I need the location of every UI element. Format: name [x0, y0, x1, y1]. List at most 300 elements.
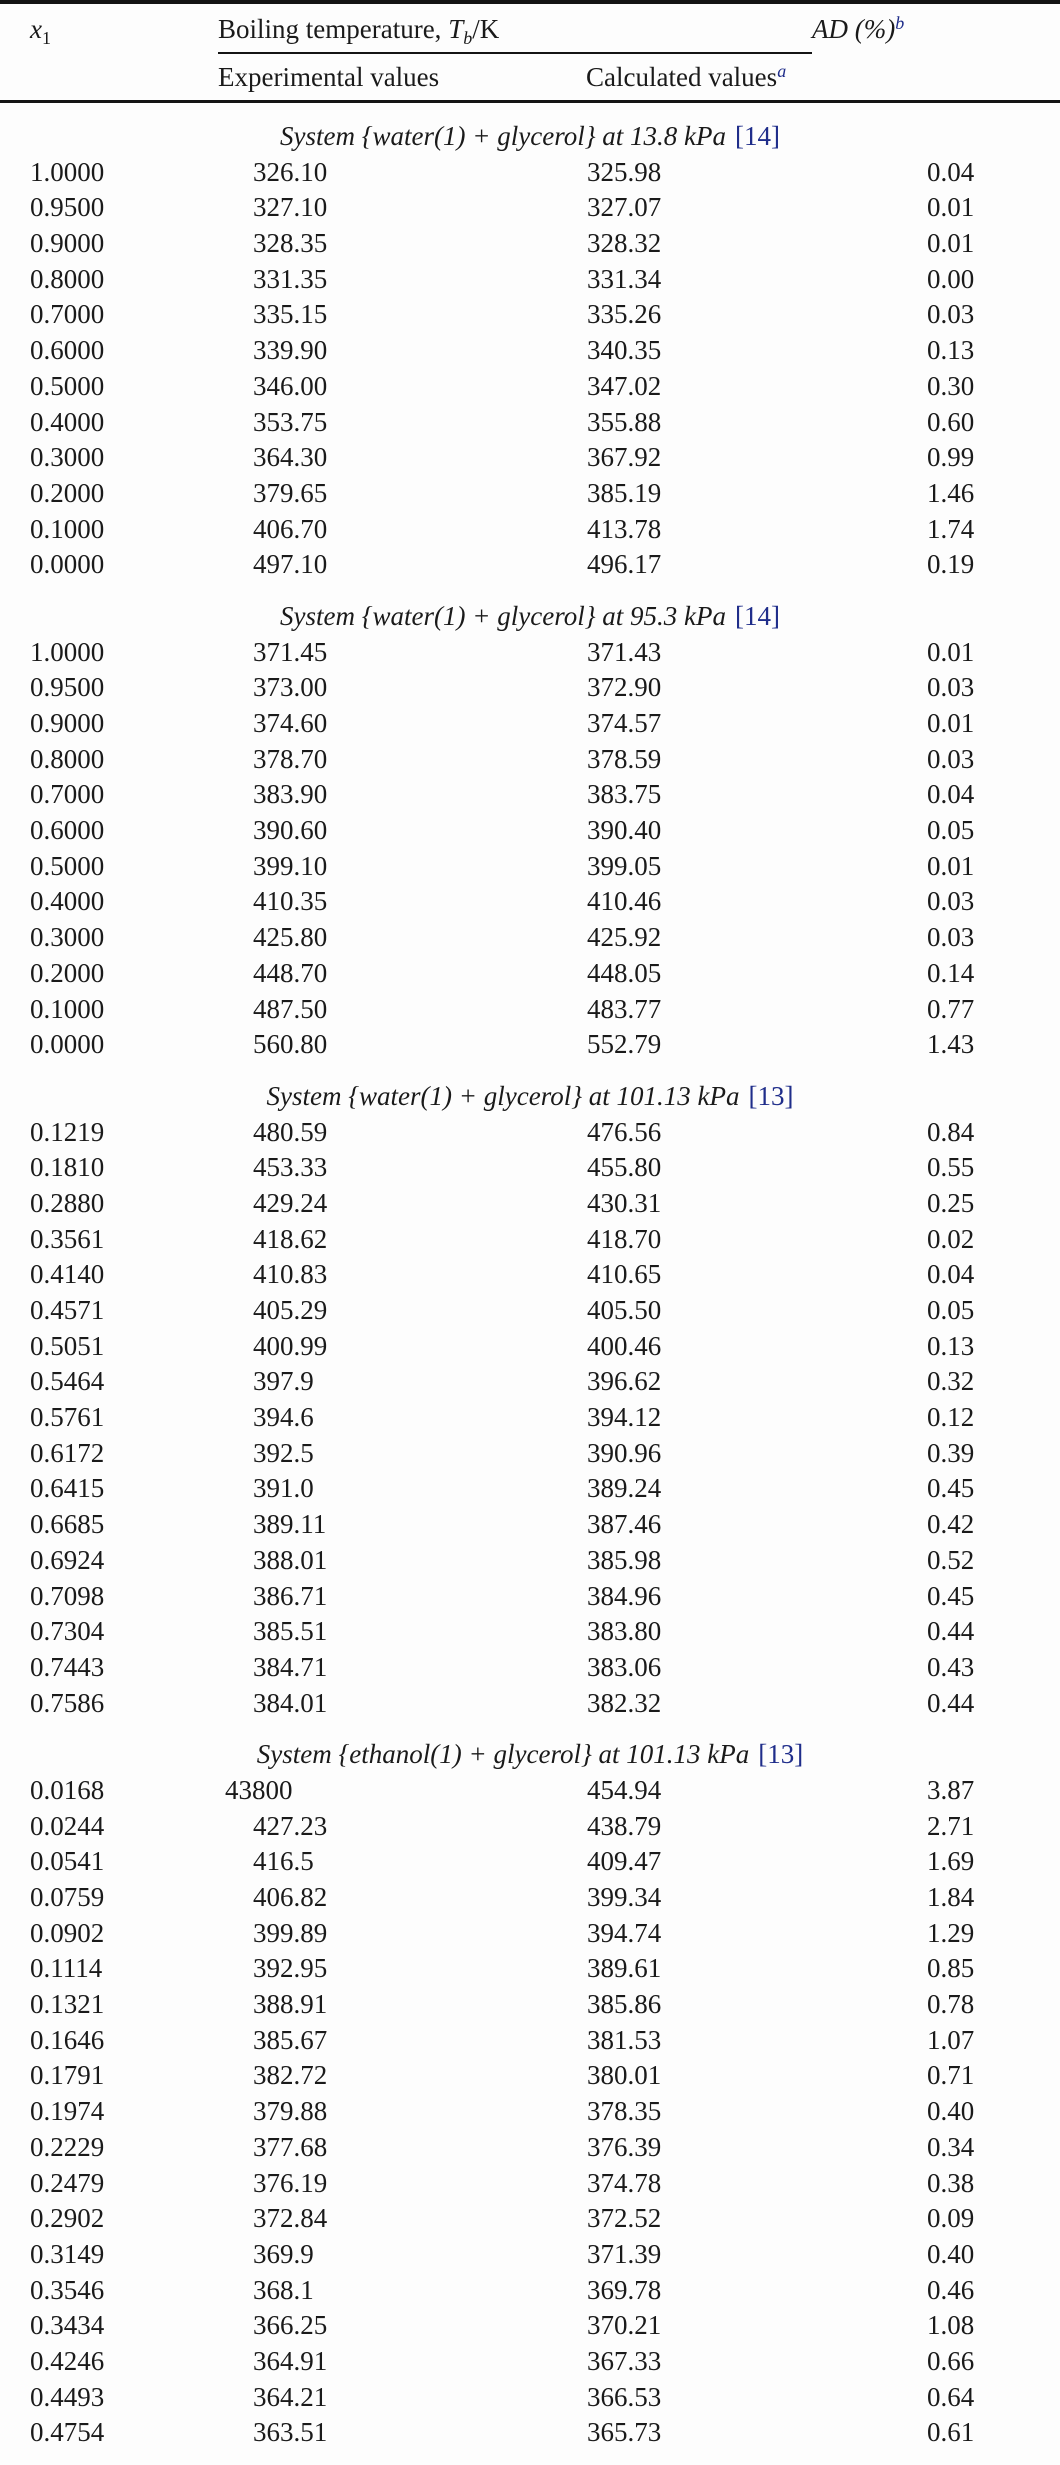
cell-ad: 0.84 — [927, 1116, 975, 1147]
cell-ad: 1.74 — [927, 513, 975, 544]
cell-ad: 0.12 — [927, 1402, 975, 1433]
cell-x1: 0.4000 — [30, 406, 105, 437]
table-row — [0, 476, 1060, 512]
cell-calculated: 372.90 — [587, 672, 662, 703]
cell-ad: 0.78 — [927, 1989, 975, 2020]
cell-ad: 0.03 — [927, 743, 975, 774]
cell-x1: 0.6172 — [30, 1437, 105, 1468]
table-row — [0, 1614, 1060, 1650]
cell-x1: 0.3546 — [30, 2274, 105, 2305]
cell-calculated: 399.05 — [587, 850, 662, 881]
cell-calculated: 371.43 — [587, 636, 662, 667]
cell-x1: 0.4493 — [30, 2381, 105, 2412]
cell-x1: 0.6000 — [30, 335, 105, 366]
table-row — [0, 2058, 1060, 2094]
cell-ad: 0.55 — [927, 1152, 975, 1183]
table-row — [0, 813, 1060, 849]
table-row — [0, 369, 1060, 405]
table-row — [0, 333, 1060, 369]
cell-experimental: 363.51 — [253, 2417, 328, 2448]
cell-experimental: 385.51 — [253, 1616, 328, 1647]
cell-calculated: 374.57 — [587, 708, 662, 738]
cell-x1: 0.7000 — [30, 779, 105, 810]
cell-ad: 0.44 — [927, 1616, 975, 1647]
cell-calculated: 476.56 — [587, 1116, 662, 1147]
cell-ad: 0.64 — [927, 2381, 975, 2412]
cell-experimental: 383.90 — [253, 779, 328, 810]
cell-calculated: 331.34 — [587, 263, 662, 294]
cell-experimental: 331.35 — [253, 263, 328, 294]
cell-ad: 0.01 — [927, 708, 975, 738]
header-row-1 — [0, 4, 1060, 54]
cell-x1: 0.1791 — [30, 2060, 105, 2091]
table-row — [0, 1686, 1060, 1722]
cell-experimental: 416.5 — [253, 1846, 314, 1877]
table-row — [0, 1650, 1060, 1686]
cell-calculated: 382.32 — [587, 1687, 662, 1718]
cell-x1: 0.5051 — [30, 1330, 105, 1361]
cell-experimental: 487.50 — [253, 993, 328, 1024]
cell-experimental: 364.91 — [253, 2345, 328, 2376]
table-row — [0, 405, 1060, 441]
cell-calculated: 328.32 — [587, 228, 662, 259]
cell-x1: 0.6415 — [30, 1473, 105, 1504]
cell-experimental: 374.60 — [253, 708, 328, 738]
column-header-boiling: Boiling temperature, $T_b/K$ — [218, 13, 500, 48]
table-row — [0, 884, 1060, 920]
cell-experimental: 366.25 — [253, 2310, 328, 2341]
section-rows — [0, 1773, 1060, 2451]
cell-x1: 0.3149 — [30, 2238, 105, 2269]
table-row — [0, 920, 1060, 956]
cell-experimental: 388.91 — [253, 1989, 328, 2020]
table-section — [0, 599, 1060, 1063]
cell-experimental: 406.70 — [253, 513, 328, 544]
cell-experimental: 385.67 — [253, 2024, 328, 2055]
cell-ad: 0.04 — [927, 1259, 975, 1290]
cell-x1: 0.4140 — [30, 1259, 105, 1290]
table-row — [0, 1436, 1060, 1472]
cell-experimental: 391.0 — [253, 1473, 314, 1504]
cell-calculated: 383.80 — [587, 1616, 662, 1647]
table-row — [0, 155, 1060, 191]
cell-experimental: 43800 — [225, 1774, 293, 1805]
table-row — [0, 1471, 1060, 1507]
cell-x1: 0.5000 — [30, 850, 105, 881]
cell-experimental: 386.71 — [253, 1580, 328, 1611]
table-row — [0, 1150, 1060, 1186]
table-row — [0, 2415, 1060, 2451]
table-row — [0, 1027, 1060, 1063]
cell-calculated: 385.86 — [587, 1989, 662, 2020]
cell-experimental: 392.95 — [253, 1953, 328, 1984]
cell-x1: 0.7098 — [30, 1580, 105, 1611]
cell-ad: 0.40 — [927, 2238, 975, 2269]
column-header-x1: $x_1$ — [30, 13, 51, 48]
cell-calculated: 389.61 — [587, 1953, 662, 1984]
cell-experimental: 328.35 — [253, 228, 328, 259]
cell-calculated: 384.96 — [587, 1580, 662, 1611]
table-row — [0, 2273, 1060, 2309]
cell-ad: 0.05 — [927, 815, 975, 846]
cell-x1: 0.0902 — [30, 1917, 105, 1948]
table-section — [0, 119, 1060, 583]
cell-x1: 0.6000 — [30, 815, 105, 846]
table-row — [0, 992, 1060, 1028]
cell-x1: 0.4571 — [30, 1295, 105, 1325]
table-row — [0, 262, 1060, 298]
cell-calculated: 413.78 — [587, 513, 662, 544]
cell-experimental: 400.99 — [253, 1330, 328, 1361]
cell-ad: 0.14 — [927, 957, 975, 988]
cell-experimental: 390.60 — [253, 815, 328, 846]
cell-experimental: 384.01 — [253, 1687, 328, 1718]
cell-ad: 0.45 — [927, 1580, 975, 1611]
cell-experimental: 378.70 — [253, 743, 328, 774]
cell-calculated: 425.92 — [587, 922, 662, 953]
cell-experimental: 379.88 — [253, 2096, 328, 2127]
cell-experimental: 418.62 — [253, 1223, 328, 1254]
cell-experimental: 346.00 — [253, 370, 328, 401]
cell-ad: 0.85 — [927, 1953, 975, 1984]
cell-x1: 1.0000 — [30, 156, 105, 187]
section-title-text: System {water(1) + glycerol} at 13.8 kPa — [280, 121, 726, 151]
cell-x1: 0.1114 — [30, 1953, 103, 1984]
cell-ad: 0.04 — [927, 156, 975, 187]
cell-ad: 0.99 — [927, 442, 975, 473]
cell-experimental: 353.75 — [253, 406, 328, 437]
cell-x1: 0.2479 — [30, 2167, 105, 2198]
cell-calculated: 394.74 — [587, 1917, 662, 1948]
table-row — [0, 1329, 1060, 1365]
table-row — [0, 1400, 1060, 1436]
cell-calculated: 410.46 — [587, 886, 662, 917]
cell-x1: 0.4000 — [30, 886, 105, 917]
cell-ad: 0.32 — [927, 1366, 975, 1397]
cell-x1: 0.9000 — [30, 708, 105, 738]
cell-calculated: 483.77 — [587, 993, 662, 1024]
cell-experimental: 427.23 — [253, 1810, 328, 1841]
table-row — [0, 849, 1060, 885]
footnote-marker-b: b — [895, 12, 905, 33]
cell-ad: 1.69 — [927, 1846, 975, 1877]
cell-x1: 0.4754 — [30, 2417, 105, 2448]
cell-ad: 1.08 — [927, 2310, 975, 2341]
cell-experimental: 397.9 — [253, 1366, 314, 1397]
cell-calculated: 371.39 — [587, 2238, 662, 2269]
cell-x1: 0.2000 — [30, 957, 105, 988]
cell-calculated: 390.40 — [587, 815, 662, 846]
cell-x1: 0.7586 — [30, 1687, 105, 1718]
cell-x1: 0.1219 — [30, 1116, 105, 1147]
cell-experimental: 373.00 — [253, 672, 328, 703]
cell-ad: 0.19 — [927, 549, 975, 580]
cell-x1: 0.0759 — [30, 1882, 105, 1912]
cell-x1: 0.8000 — [30, 263, 105, 294]
cell-ad: 0.03 — [927, 922, 975, 953]
table-row — [0, 742, 1060, 778]
cell-experimental: 335.15 — [253, 299, 328, 330]
column-header-calculated: Calculated values$^a$ — [586, 60, 787, 92]
column-header-boiling-wrap — [218, 4, 812, 54]
cell-x1: 0.2229 — [30, 2131, 105, 2162]
cell-calculated: 369.78 — [587, 2274, 662, 2305]
cell-x1: 0.0000 — [30, 1029, 105, 1060]
cell-calculated: 409.47 — [587, 1846, 662, 1877]
cell-calculated: 552.79 — [587, 1029, 662, 1060]
cell-calculated: 335.26 — [587, 299, 662, 330]
cell-ad: 0.52 — [927, 1544, 975, 1575]
table-row — [0, 1844, 1060, 1880]
section-rows — [0, 635, 1060, 1063]
table-row — [0, 777, 1060, 813]
cell-calculated: 400.46 — [587, 1330, 662, 1361]
section-title-text: System {ethanol(1) + glycerol} at 101.13 kPa — [256, 1739, 750, 1770]
cell-ad: 0.46 — [927, 2274, 975, 2305]
cell-experimental: 448.70 — [253, 957, 328, 988]
table-row — [0, 706, 1060, 742]
cell-x1: 0.5761 — [30, 1402, 105, 1433]
cell-experimental: 392.5 — [253, 1437, 314, 1468]
table-section — [0, 1079, 1060, 1721]
cell-ad: 0.39 — [927, 1437, 975, 1468]
cell-calculated: 370.21 — [587, 2310, 662, 2341]
cell-calculated: 418.70 — [587, 1223, 662, 1254]
cell-ad: 0.04 — [927, 779, 975, 810]
cell-experimental: 399.89 — [253, 1917, 328, 1948]
cell-x1: 0.1974 — [30, 2096, 105, 2127]
cell-experimental: 406.82 — [253, 1882, 328, 1912]
cell-ad: 0.43 — [927, 1651, 975, 1682]
table-row — [0, 1880, 1060, 1916]
table-row — [0, 1579, 1060, 1615]
cell-experimental: 376.19 — [253, 2167, 328, 2198]
boiling-spanner-rule — [218, 52, 812, 54]
cell-experimental: 377.68 — [253, 2131, 328, 2162]
cell-x1: 0.1321 — [30, 1989, 105, 2020]
cell-calculated: 347.02 — [587, 370, 662, 401]
citation-link[interactable]: [14] — [734, 121, 780, 151]
cell-x1: 0.0000 — [30, 549, 105, 580]
table-row — [0, 2023, 1060, 2059]
cell-ad: 0.40 — [927, 2096, 975, 2127]
cell-ad: 1.43 — [927, 1029, 975, 1060]
table-row — [0, 1186, 1060, 1222]
cell-x1: 0.9000 — [30, 228, 105, 259]
cell-calculated: 366.53 — [587, 2381, 662, 2412]
cell-x1: 0.1646 — [30, 2024, 105, 2055]
cell-x1: 0.3434 — [30, 2310, 105, 2341]
table-header — [0, 0, 1060, 103]
cell-calculated: 399.34 — [587, 1882, 662, 1912]
cell-calculated: 367.92 — [587, 442, 662, 473]
table-row — [0, 2166, 1060, 2202]
cell-ad: 0.44 — [927, 1687, 975, 1718]
cell-ad: 0.03 — [927, 886, 975, 917]
table-row — [0, 1507, 1060, 1543]
section-title — [0, 1079, 1060, 1115]
cell-calculated: 455.80 — [587, 1152, 662, 1183]
cell-experimental: 560.80 — [253, 1029, 328, 1060]
cell-x1: 0.2902 — [30, 2203, 105, 2234]
cell-x1: 0.9500 — [30, 192, 105, 223]
citation-link[interactable]: [13] — [748, 1080, 794, 1111]
cell-ad: 0.03 — [927, 672, 975, 703]
cell-experimental: 389.11 — [253, 1509, 327, 1540]
cell-x1: 0.3000 — [30, 442, 105, 473]
table-row — [0, 1257, 1060, 1293]
cell-calculated: 496.17 — [587, 549, 662, 580]
cell-experimental: 369.9 — [253, 2238, 314, 2269]
cell-calculated: 355.88 — [587, 406, 662, 437]
section-rows — [0, 155, 1060, 583]
section-title — [0, 1737, 1060, 1773]
cell-experimental: 480.59 — [253, 1116, 328, 1147]
cell-ad: 0.60 — [927, 406, 975, 437]
cell-experimental: 364.30 — [253, 442, 328, 473]
table-row — [0, 2094, 1060, 2130]
cell-x1: 0.8000 — [30, 743, 105, 774]
cell-calculated: 405.50 — [587, 1295, 662, 1325]
cell-x1: 0.7443 — [30, 1651, 105, 1682]
cell-x1: 0.0244 — [30, 1810, 105, 1841]
cell-x1: 0.9500 — [30, 672, 105, 703]
cell-experimental: 339.90 — [253, 335, 328, 366]
cell-x1: 0.7000 — [30, 299, 105, 330]
cell-experimental: 405.29 — [253, 1295, 328, 1325]
cell-ad: 0.01 — [927, 850, 975, 881]
cell-experimental: 327.10 — [253, 192, 328, 223]
cell-calculated: 383.75 — [587, 779, 662, 810]
cell-calculated: 454.94 — [587, 1774, 662, 1805]
cell-ad: 0.01 — [927, 192, 975, 223]
table-row — [0, 512, 1060, 548]
cell-x1: 0.2880 — [30, 1187, 105, 1218]
cell-calculated: 438.79 — [587, 1810, 662, 1841]
cell-experimental: 326.10 — [253, 156, 328, 187]
column-header-ad: AD (%)$^b$ — [812, 12, 905, 44]
table-row — [0, 2130, 1060, 2166]
cell-experimental: 382.72 — [253, 2060, 328, 2091]
table-row — [0, 226, 1060, 262]
table-row — [0, 1293, 1060, 1329]
cell-ad: 0.42 — [927, 1509, 975, 1540]
cell-calculated: 380.01 — [587, 2060, 662, 2091]
cell-ad: 0.71 — [927, 2060, 975, 2091]
table-row — [0, 1115, 1060, 1151]
table-row — [0, 1364, 1060, 1400]
table-row — [0, 1222, 1060, 1258]
column-header-experimental: Experimental values — [218, 61, 440, 92]
cell-experimental: 425.80 — [253, 922, 328, 953]
table-row — [0, 190, 1060, 226]
cell-ad: 1.29 — [927, 1917, 975, 1948]
table-row — [0, 440, 1060, 476]
cell-calculated: 378.35 — [587, 2096, 662, 2127]
cell-x1: 1.0000 — [30, 636, 105, 667]
cell-experimental: 399.10 — [253, 850, 328, 881]
table-row — [0, 2380, 1060, 2416]
cell-experimental: 372.84 — [253, 2203, 328, 2234]
cell-calculated: 340.35 — [587, 335, 662, 366]
cell-x1: 0.3561 — [30, 1223, 105, 1254]
citation-link[interactable]: [13] — [758, 1739, 804, 1770]
cell-ad: 0.13 — [927, 335, 975, 366]
table-row — [0, 1951, 1060, 1987]
cell-experimental: 410.83 — [253, 1259, 328, 1290]
header-rule — [0, 100, 1060, 103]
cell-ad: 0.02 — [927, 1223, 975, 1254]
cell-ad: 0.05 — [927, 1295, 975, 1325]
section-title — [0, 119, 1060, 155]
cell-x1: 0.7304 — [30, 1616, 105, 1647]
citation-link[interactable]: [14] — [734, 600, 780, 631]
footnote-marker-a: a — [777, 60, 787, 81]
section-title-text: System {water(1) + glycerol} at 95.3 kPa — [280, 600, 726, 631]
table-row — [0, 1916, 1060, 1952]
cell-experimental: 410.35 — [253, 886, 328, 917]
table-row — [0, 1773, 1060, 1809]
table-section — [0, 1737, 1060, 2451]
table-row — [0, 670, 1060, 706]
cell-ad: 0.61 — [927, 2417, 975, 2448]
table-row — [0, 2237, 1060, 2273]
cell-x1: 0.3000 — [30, 922, 105, 953]
cell-ad: 1.84 — [927, 1882, 975, 1912]
cell-x1: 0.2000 — [30, 477, 105, 508]
table-row — [0, 635, 1060, 671]
cell-ad: 0.01 — [927, 228, 975, 259]
table-row — [0, 2344, 1060, 2380]
cell-experimental: 371.45 — [253, 636, 328, 667]
cell-ad: 1.46 — [927, 477, 975, 508]
cell-calculated: 448.05 — [587, 957, 662, 988]
cell-ad: 3.87 — [927, 1774, 975, 1805]
cell-calculated: 385.19 — [587, 477, 662, 508]
table-row — [0, 547, 1060, 583]
cell-calculated: 365.73 — [587, 2417, 662, 2448]
cell-x1: 0.5000 — [30, 370, 105, 401]
cell-x1: 0.1000 — [30, 513, 105, 544]
cell-ad: 0.09 — [927, 2203, 975, 2234]
table-row — [0, 2201, 1060, 2237]
cell-x1: 0.0541 — [30, 1846, 105, 1877]
table-row — [0, 2308, 1060, 2344]
cell-experimental: 429.24 — [253, 1187, 328, 1218]
cell-ad: 0.45 — [927, 1473, 975, 1504]
table-row — [0, 1543, 1060, 1579]
cell-ad: 0.30 — [927, 370, 975, 401]
cell-x1: 0.6924 — [30, 1544, 105, 1575]
cell-experimental: 394.6 — [253, 1402, 314, 1433]
cell-ad: 1.07 — [927, 2024, 975, 2055]
table-row — [0, 297, 1060, 333]
cell-calculated: 376.39 — [587, 2131, 662, 2162]
cell-calculated: 327.07 — [587, 192, 662, 223]
cell-experimental: 364.21 — [253, 2381, 328, 2412]
cell-calculated: 372.52 — [587, 2203, 662, 2234]
cell-calculated: 390.96 — [587, 1437, 662, 1468]
cell-ad: 0.00 — [927, 263, 975, 294]
cell-experimental: 388.01 — [253, 1544, 328, 1575]
cell-ad: 0.66 — [927, 2345, 975, 2376]
cell-x1: 0.4246 — [30, 2345, 105, 2376]
cell-calculated: 374.78 — [587, 2167, 662, 2198]
section-title — [0, 599, 1060, 635]
cell-ad: 0.25 — [927, 1187, 975, 1218]
cell-ad: 2.71 — [927, 1810, 975, 1841]
cell-ad: 0.77 — [927, 993, 975, 1024]
